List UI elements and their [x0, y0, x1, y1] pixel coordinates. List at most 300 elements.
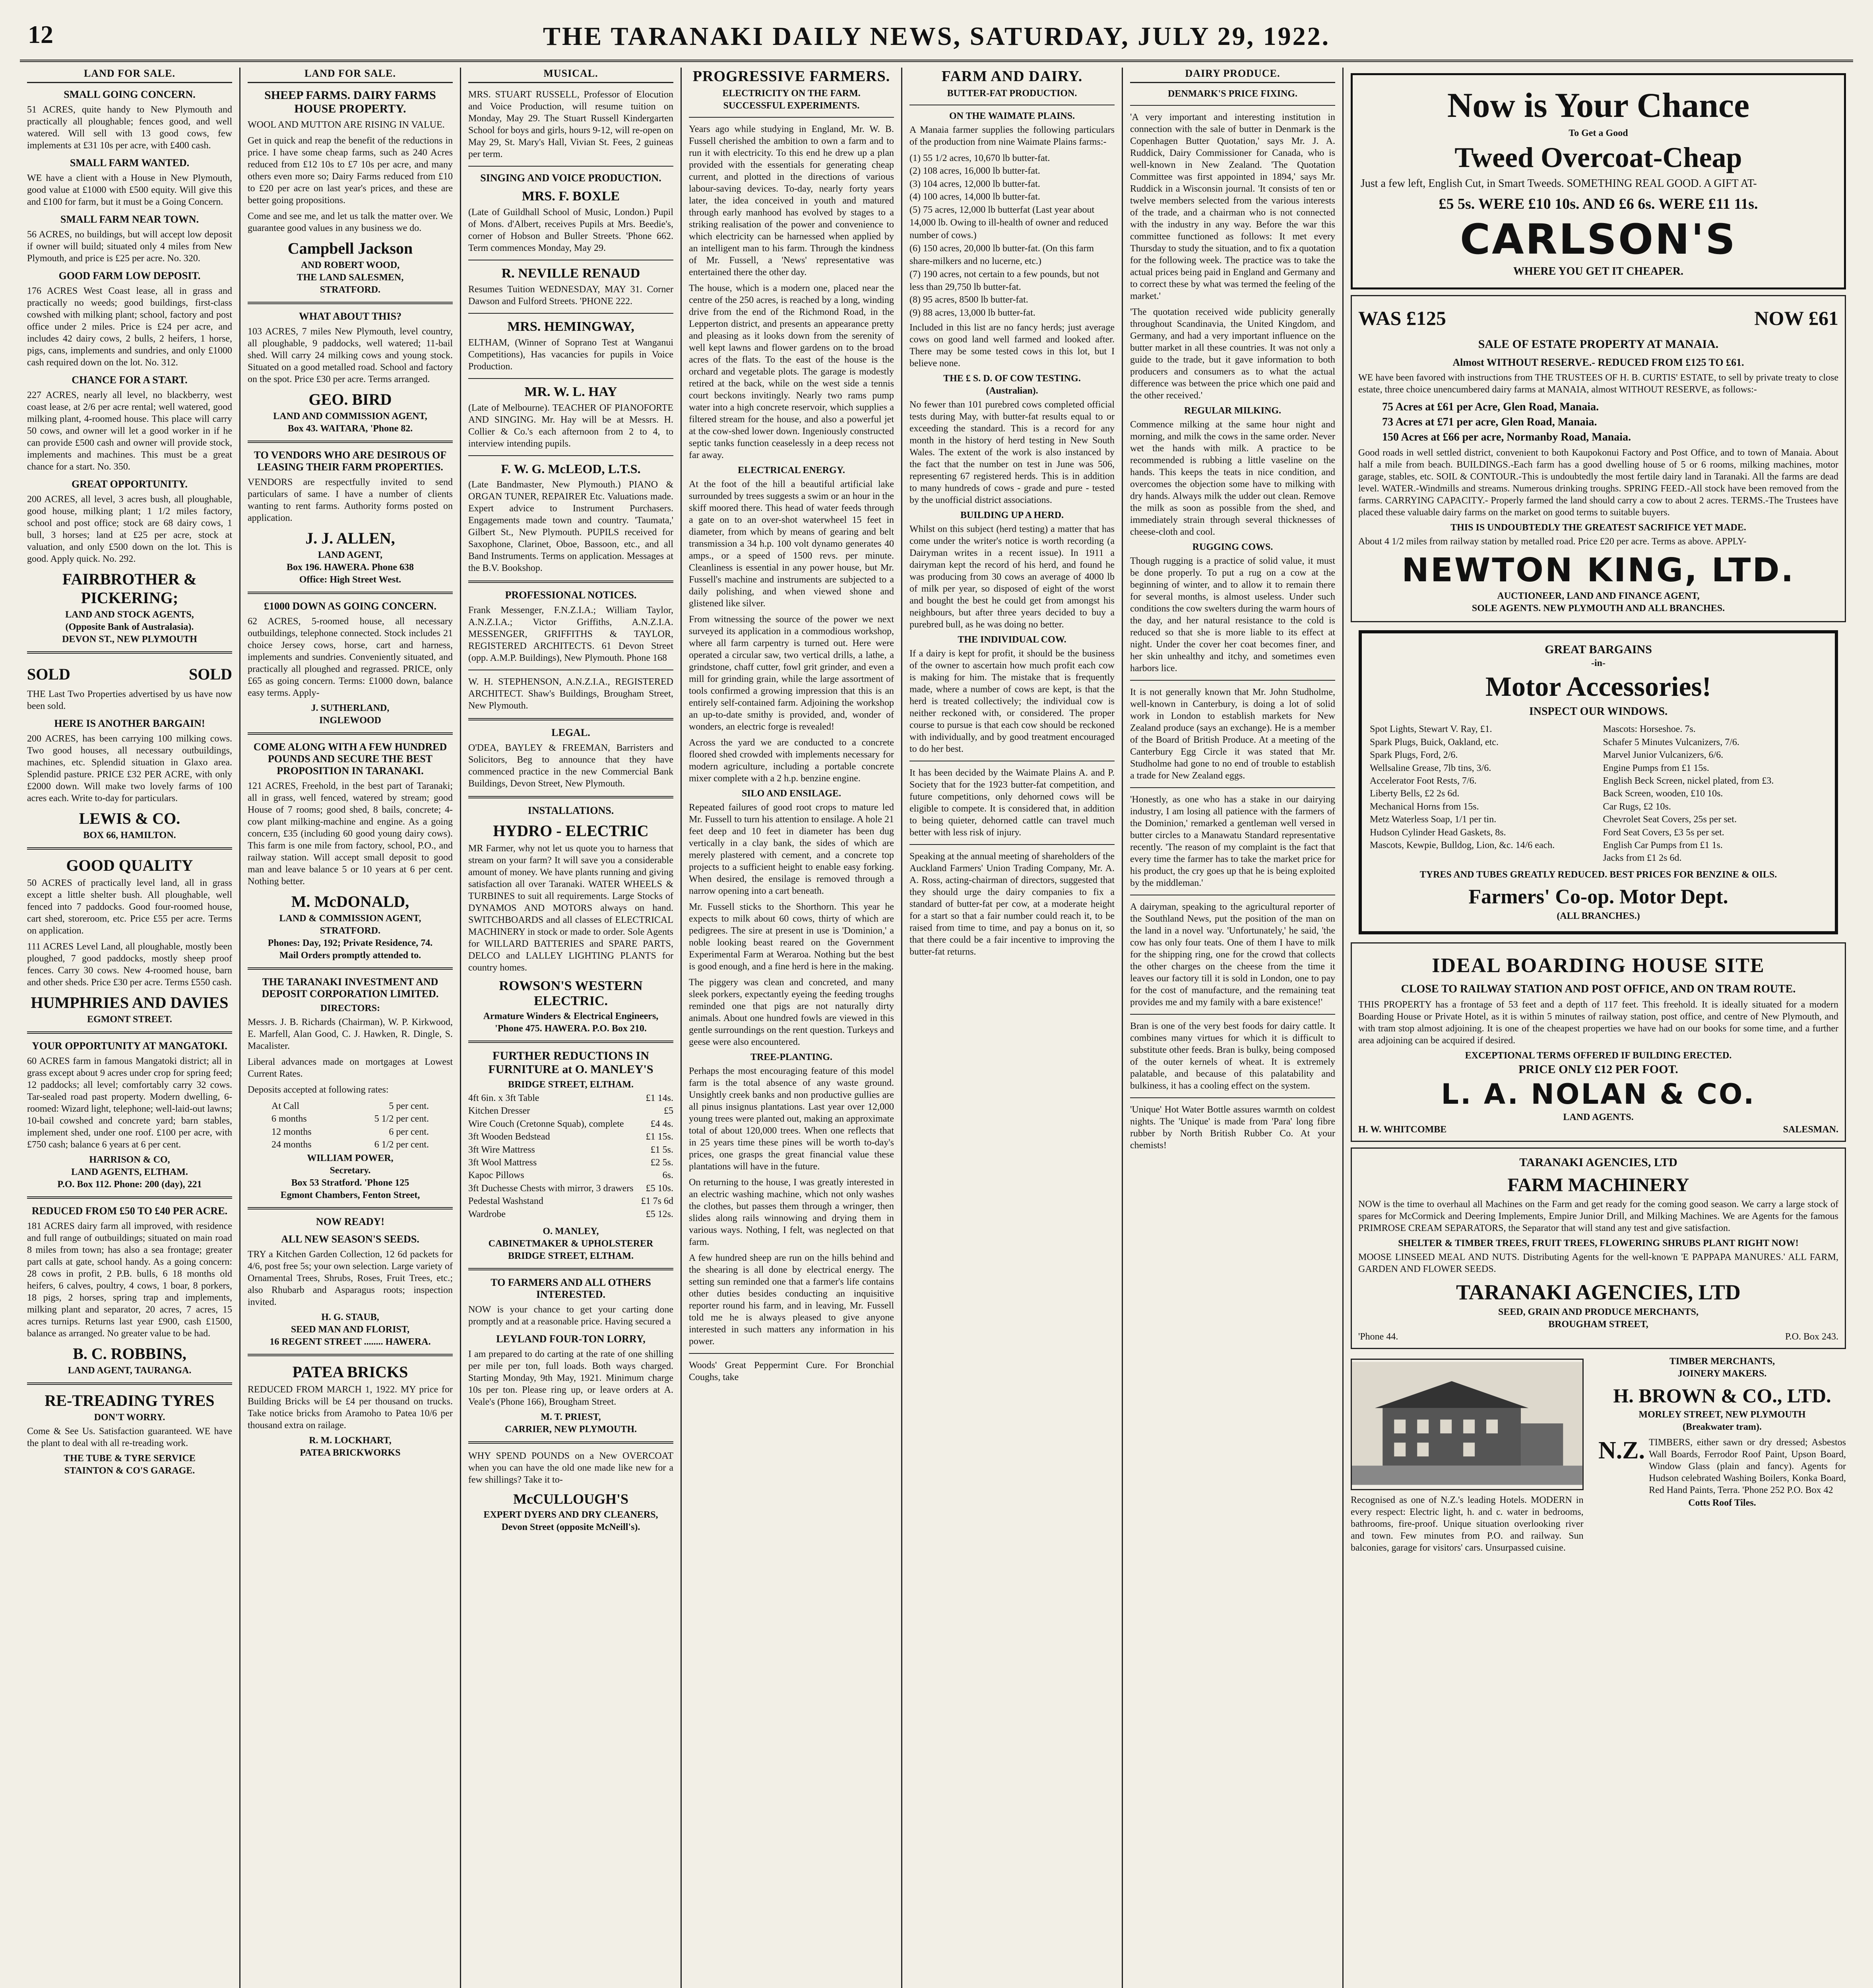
rate-row [271, 1112, 429, 1125]
company-line: AUCTIONEER, LAND AND FINANCE AGENT, [1497, 591, 1700, 602]
ad-text: About 4 1/2 miles from railway station by metalled road. Price £20 per acre. Terms as above. APPLY- [1358, 536, 1747, 547]
article-paragraph: Commence milking at the same hour night and morning, and milk the cows in the same order. Never wet the hands with milk. A practice to be recommended is rubbing a little vaseline on the hands. This keeps the teats in nice condition, and overcomes the objection some have to milking with dry hands. Always milk the udder out clean. Remove the milk as soon as possible from the shed, and immediately strain through several thicknesses of cheese-cloth and cool. [1130, 419, 1335, 537]
was-price: WAS £125 [1358, 307, 1446, 329]
article-paragraph: 'The quotation received wide publicity generally throughout Scandinavia, the United Kingdom, and Germany, and had a very important influence on the butter market in all these countries. It was not only a guide to the trade, but it gave information to both producers and consumers as to what the actual difference was between the price which one paid and the other received.' [1130, 307, 1335, 401]
agent-line: INGLEWOOD [319, 715, 382, 726]
list-item: Car Rugs, £2 10s. [1603, 801, 1671, 812]
ad-subtitle: DON'T WORRY. [94, 1412, 165, 1423]
ad-text: 200 ACRES, all level, 3 acres bush, all ploughable, good house, milking plant; 1 1/2 miles factory, school and post office; stock are 68 dairy cows, 1 bull, 3 horses; land at £25 per acre, stock at valuation, and only £500 down on the lot. This is good. Apply quick. No. 292. [27, 494, 232, 564]
newton-king-logo: NEWTON KING, LTD. [1402, 551, 1795, 590]
column-header: DAIRY PRODUCE. [1130, 68, 1335, 83]
company-line: MORLEY STREET, NEW PLYMOUTH [1638, 1409, 1806, 1420]
list-item: (8) 95 acres, 8500 lb butter-fat. [909, 295, 1028, 305]
ad-text: Frank Messenger, F.N.Z.I.A.; William Taylor, A.N.Z.I.A.; Victor Griffiths, A.N.Z.I.A. MESSENGER, GRIFFITHS & TAYLOR, REGISTERED ARCHITECTS. 61 Devon Street (opp. A.M.P. Buildings), New Plymouth. Phone 168 [468, 605, 673, 663]
ad-subtitle: CLOSE TO RAILWAY STATION AND POST OFFICE, AND ON TRAM ROUTE. [1401, 982, 1796, 995]
article-subhead: REGULAR MILKING. [1184, 406, 1282, 416]
ad-highlight: SHELTER & TIMBER TREES, FRUIT TREES, FLOWERING SHRUBS PLANT RIGHT NOW! [1398, 1238, 1799, 1248]
list-item [468, 1195, 673, 1208]
ad-subtitle: INSPECT OUR WINDOWS. [1529, 705, 1668, 718]
company-name: McCULLOUGH'S [513, 1491, 628, 1507]
secretary-name: WILLIAM POWER, [307, 1153, 394, 1163]
company-name: O. MANLEY, [543, 1226, 599, 1237]
agent-line: 16 REGENT STREET ........ HAWERA. [270, 1336, 431, 1347]
item-price: £1 14s. [646, 1093, 673, 1103]
agent-name: HARRISON & CO, [89, 1155, 170, 1165]
ad-title: FURTHER REDUCTIONS IN FURNITURE at O. MANLEY'S [488, 1049, 653, 1076]
list-item: Hudson Cylinder Head Gaskets, 8s. [1370, 827, 1506, 838]
ad-text: Come and see me, and let us talk the matter over. We guarantee good values in any business we do. [248, 211, 453, 233]
price-banner [1358, 302, 1838, 332]
ad-text: Liberal advances made on mortgages at Lowest Current Rates. [248, 1057, 453, 1079]
ad-title: LEYLAND FOUR-TON LORRY, [496, 1333, 646, 1345]
company-line: (Breakwater tram). [1682, 1421, 1762, 1432]
ad-text: MOOSE LINSEED MEAL AND NUTS. Distributing Agents for the well-known 'E PAPPAPA MANURES.' ALL FARM, GARDEN AND FLOWER SEEDS. [1358, 1252, 1838, 1274]
article-paragraph: Bran is one of the very best foods for dairy cattle. It combines many virtues for which it is difficult to substitute other feeds. Bran is bulky, being composed of the outer kernels of wheat. It is extremely palatable, and because of this palatability and bulkiness, it has a cooling effect on the system. [1130, 1021, 1335, 1091]
accessory-list-left [1370, 723, 1594, 864]
rate-value: 5 1/2 per cent. [374, 1114, 429, 1124]
ad-headline: Motor Accessories! [1485, 672, 1712, 703]
ad-subtitle: Almost WITHOUT RESERVE.- REDUCED FROM £125 TO £61. [1452, 357, 1744, 368]
article-paragraph: On returning to the house, I was greatly interested in an electric washing machine, which not only washes the clothes, but passes them through a wringer, then slides along rails winnowing and drying them in various ways. Nothing, I felt, was neglected on that farm. [689, 1177, 894, 1247]
company-line: TIMBER MERCHANTS, [1669, 1356, 1775, 1367]
hotel-illustration [1351, 1359, 1584, 1490]
ad-text: 62 ACRES, 5-roomed house, all necessary outbuildings, telephone connected. Stock includes 21 choice Jersey cows, horse, cart and harness, implements and sundries. Conveniently situated, and practically all ploughed and regrassed. PRICE, only £65 as going concern. Terms: £1000 down, balance easy terms. Apply- [248, 616, 453, 698]
section-title: INSTALLATIONS. [527, 805, 614, 816]
newspaper-title: THE TARANAKI DAILY NEWS, SATURDAY, JULY 29, 1922. [543, 22, 1330, 51]
list-item: Metz Waterless Soap, 1/1 per tin. [1370, 814, 1497, 825]
ad-item: Tweed Overcoat-Cheap [1454, 142, 1742, 173]
article-paragraph: Though rugging is a practice of solid value, it must be done properly. To put a rug on a cow at the beginning of winter, and to allow it to remain there for several months, is almost useless. Under such conditions the cow swelters during the warm hours of the day, and her natural resistance to the cold is reduced so that she is more liable to its effect at night. Under the cover her coat becomes finer, and her skin unhealthy and itchy, and sometimes even harbors lice. [1130, 556, 1335, 674]
teacher-name: MRS. HEMINGWAY, [507, 319, 634, 334]
ad-title: £1000 DOWN AS GOING CONCERN. [264, 600, 437, 612]
agent-name: H. G. STAUB, [321, 1312, 379, 1322]
agent-name: Campbell Jackson [287, 239, 413, 257]
article-paragraph: Speaking at the annual meeting of shareholders of the Auckland Farmers' Union Trading Company, Mr. A. A. Ross, acting-chairman of directors, suggested that they should urge the dairy companies to fix a standard of butter-fat per cow, at a moderate height for a start so that a fair number could reach it, to be raised from time to time, and pay a bonus on it, so that there could be a fair incentive to improving the butter-fat returns. [909, 851, 1115, 957]
ad-title: SINGING AND VOICE PRODUCTION. [480, 172, 661, 184]
rate-term: At Call [271, 1101, 299, 1111]
ad-text: TIMBERS, either sawn or dry dressed; Asbestos Wall Boards, Ferrodor Roof Paint, Upson Board, Window Glass (plain and fancy). Agents for Hudson celebrated Washing Boilers, Konka Board, Red Hand Paints, Terra. 'Phone 252 P.O. Box 42 [1649, 1437, 1846, 1495]
ad-text: 121 ACRES, Freehold, in the best part of Taranaki; all in grass, well fenced, watered by stream; good House of 7 rooms; good shed, 8 bails, concrete; 4-cow plant milking-machine and engine. As a going concern, £35 (including 60 good young dairy cows). This farm is one mile from factory, school, P.O., and railway station. Will accept small deposit to good man and leave balance 5 or 10 years at 6 per cent. Nothing better. [248, 781, 453, 887]
ad-headline: FARM MACHINERY [1507, 1174, 1689, 1196]
agent-line: SEED MAN AND FLORIST, [291, 1324, 410, 1335]
item-price: £5 12s. [646, 1209, 673, 1219]
directors-label: DIRECTORS: [320, 1003, 380, 1013]
secretary-box: Box 53 Stratford. 'Phone 125 [291, 1177, 409, 1188]
article-paragraph: Perhaps the most encouraging feature of this model farm is the total absence of any waste ground. Unsightly creek banks and non productive gullies are all pinus insignus plantations. Last year over 12,000 young trees were planted out, making an approximate total of about 120,000 trees. When one reflects that in 25 years time these pines will be worth to-day's prices, one grasps the great financial value these plantations will have in the future. [689, 1066, 894, 1172]
agent-line: LAND AGENT, TAURANGA. [68, 1365, 192, 1376]
company-line: SEED, GRAIN AND PRODUCE MERCHANTS, [1498, 1307, 1699, 1317]
item-name: Kapoc Pillows [468, 1170, 524, 1181]
item-price: £1 15s. [646, 1132, 673, 1142]
ad-text: THIS PROPERTY has a frontage of 53 feet and a depth of 117 feet. This freehold. It is ideally situated for a modern Boarding House or Private Hotel, as it is within 5 minutes of railway station, post office, and centre of New Plymouth, and with tram stop almost adjoining. It is one of the cheapest properties we have had on our books for some time, and a further area adjoining can be acquired if desired. [1358, 999, 1838, 1046]
article-subtitle: ELECTRICITY ON THE FARM. [722, 88, 861, 99]
lot-item: 73 Acres at £71 per acre, Glen Road, Manaia. [1382, 415, 1597, 428]
item-price: £4 4s. [650, 1118, 673, 1129]
agent-line: STRATFORD. [320, 285, 381, 295]
secretary-address: Egmont Chambers, Fenton Street, [280, 1190, 420, 1200]
item-price: £1 5s. [650, 1144, 673, 1155]
article-paragraph: 'A very important and interesting institution in connection with the sale of butter in Denmark is the Copenhagen Butter Quotation,' says Mr. J. A. Ruddick, Dairy Commissioner for Canada, who is well-known in New Zealand. 'The Quotation Committee was first appointed in 1894,' says Mr. Ruddick in a Wisconsin journal. 'It consists of ten or twelve members selected from the various interests of the trade, and a chairman who is not connected with the industry in any way. Before the war this committee functioned as follows: It met every Thursday to study the situation, and to fix a quotation for the following week. The practice was to take the actual prices being paid in England and Germany and to correct these by what was termed the feeling of the market.' [1130, 112, 1335, 301]
section-title: PROFESSIONAL NOTICES. [505, 589, 637, 601]
list-item: (9) 88 acres, 13,000 lb butter-fat. [909, 307, 1035, 318]
ad-footer: THE TUBE & TYRE SERVICE [64, 1453, 196, 1464]
article-paragraph: Mr. Fussell sticks to the Shorthorn. This year he expects to milk about 60 cows, thirty of which are pedigrees. The sire at present in use is 'Dominion,' a noble looking beast reared on the Government Experimental Farm at Weraroa. Nothing but the best is good enough, and a fine herd is here in the making. [689, 902, 894, 972]
teacher-name: R. NEVILLE RENAUD [501, 266, 640, 281]
ad-text: MR Farmer, why not let us quote you to harness that stream on your farm? It will save you a considerable amount of money. We have plants running and giving satisfaction all over Taranaki. WATER WHEELS & TURBINES to suit all requirements. Large Stocks of DYNAMOS AND MOTORS always on hand. SWITCHBOARDS and all classes of ELECTRICAL MACHINERY in stock or made to order. Sole Agents for WILLARD BATTERIES and SPARE PARTS, DELCO and LALLEY LIGHTING PLANTS for country homes. [468, 843, 673, 973]
article-paragraph: A Manaia farmer supplies the following particulars of the production from nine Waimate Plains farms:- [909, 125, 1115, 147]
ad-title: SMALL FARM WANTED. [70, 157, 190, 169]
agent-line: LAND & COMMISSION AGENT, [279, 913, 421, 924]
article-subhead: TREE-PLANTING. [750, 1052, 833, 1062]
list-item [468, 1105, 673, 1117]
agent-line: EGMONT STREET. [87, 1014, 172, 1025]
company-name: TARANAKI AGENCIES, LTD [1456, 1280, 1741, 1304]
agent-name: J. SUTHERLAND, [311, 703, 390, 713]
article-paragraph: The piggery was clean and concreted, and many sleek porkers, expectantly eyeing the feeding troughs reminded one that pigs are not naturally dirty animals. About one hundred fowls are viewed in this gentle surroundings on the rent question. Turkeys and geese were also encountered. [689, 977, 894, 1047]
contact-line [1358, 1332, 1838, 1342]
company-name: H. BROWN & CO., LTD. [1613, 1384, 1831, 1407]
agent-name: GEO. BIRD [308, 390, 392, 408]
column-land-for-sale-2 [240, 68, 461, 1988]
company-line: BROUGHAM STREET, [1548, 1319, 1648, 1330]
rate-term: 6 months [271, 1114, 307, 1124]
ad-text: 200 ACRES, has been carrying 100 milking cows. Two good houses, all necessary outbuildings, machines, etc. Splendid situation in Glaxo area. Splendid pasture. PRICE £32 PER ACRE, with only £2000 down. Will make two lovely farms of 100 acres each. Write to-day for particulars. [27, 734, 232, 804]
ad-text: (Late of Melbourne). TEACHER OF PIANOFORTE AND SINGING. Mr. Hay will be at Messrs. H. Collier & Co.'s each afternoon from 2 to 4, to interview intending pupils. [468, 403, 673, 449]
carlson-logo: CARLSON'S [1460, 215, 1737, 264]
ad-text: 60 ACRES farm in famous Mangatoki district; all in grass except about 9 acres under crop for spring feed; 12 paddocks; all level; comfortably carry 32 cows. Tar-sealed road past property. Modern dwelling, 6-roomed: Wizard light, telephone; well-laid-out lawns; 10-bail cowshed and concrete yard; barn stables, implement shed, under one roof. £100 per acre, with £750 cash; balance 6 years at 6 per cent. [27, 1056, 232, 1150]
motor-accessories-ad [1359, 630, 1838, 934]
list-item: (2) 108 acres, 16,000 lb butter-fat. [909, 166, 1040, 177]
rate-value: 6 per cent. [389, 1126, 429, 1137]
page-number: 12 [28, 20, 53, 49]
ad-text: 111 ACRES Level Land, all ploughable, mostly been ploughed, 7 good paddocks, mostly sheep proof fences. Carry 30 cows. New 4-roomed house, barn and other sheds. Price £30 per acre. Terms £550 cash. [27, 942, 232, 988]
salesman-line [1358, 1124, 1838, 1135]
nz-label: N.Z. [1598, 1437, 1645, 1464]
agent-name: J. J. ALLEN, [305, 529, 395, 547]
ad-subtitle: BRIDGE STREET, ELTHAM. [508, 1079, 634, 1090]
ad-headline: RE-TREADING TYRES [45, 1392, 215, 1409]
company-line: SOLE AGENTS. NEW PLYMOUTH AND ALL BRANCHES. [1472, 603, 1725, 614]
agent-line: LAND AGENT, [318, 550, 383, 560]
ad-title: SHEEP FARMS. DAIRY FARMS HOUSE PROPERTY. [264, 89, 436, 115]
ad-text: W. H. STEPHENSON, A.N.Z.I.A., REGISTERED ARCHITECT. Shaw's Buildings, Brougham Street, New Plymouth. [468, 677, 673, 711]
list-item [468, 1169, 673, 1182]
accessory-list-right [1603, 723, 1827, 864]
agent-line: Mail Orders promptly attended to. [279, 950, 421, 961]
rate-row [271, 1138, 429, 1151]
item-name: Wire Couch (Cretonne Squab), complete [468, 1118, 624, 1129]
ad-text: 103 ACRES, 7 miles New Plymouth, level country, all ploughable, 9 paddocks, well watered; 11-bail shed. Will carry 24 milking cows and young stock. Situated on a good metalled road. School and factory on the spot. Price £30 per acre. Terms arranged. [248, 326, 453, 384]
agent-line: STRATFORD. [320, 926, 381, 936]
column-header: LAND FOR SALE. [27, 68, 232, 83]
item-price: £5 10s. [646, 1183, 673, 1194]
column-progressive-farmers [682, 68, 902, 1988]
carlson-ad [1351, 73, 1846, 289]
article-paragraph: Whilst on this subject (herd testing) a matter that has come under the writer's notice is worth recording (a Dairyman writes in a recent issue). In 1911 a dairyman kept the record of his herd, and found he was producing from 30 cows an average of 4000 lb of milk per year, so disposed of eight of the worst and bought the best he could get from amongst his neighbours, but after three years decided to buy a purebred bull, as he was doing no better. [909, 524, 1115, 630]
list-item: Schafer 5 Minutes Vulcanizers, 7/6. [1603, 737, 1739, 747]
list-item: Mascots: Horseshoe. 7s. [1603, 724, 1696, 735]
column-land-for-sale-1 [20, 68, 240, 1988]
list-item: Accelerator Foot Rests, 7/6. [1370, 775, 1477, 786]
item-name: Kitchen Dresser [468, 1106, 530, 1116]
company-line: Devon Street (opposite McNeill's). [501, 1522, 640, 1532]
article-paragraph: At the foot of the hill a beautiful artificial lake surrounded by trees suggests a swim or an hour in the skiff moored there. This head of water feeds through a gate on to an over-shot waterwheel 15 feet in diameter, from which by means of gearing and belt transmission a 34 h.p. 100 volt dynamo generates 40 amps., or a speed of 1500 revs. per minute. Cleanliness is essential in any power house, but Mr. Fussell's machine and instruments are subjected to a daily polishing, and when viewed shone and glistened like silver. [689, 479, 894, 609]
agent-line: LAND AND COMMISSION AGENT, [273, 411, 427, 421]
now-price: NOW £61 [1754, 307, 1838, 329]
ad-subtitle: To Get a Good [1569, 128, 1628, 138]
rate-term: 12 months [271, 1126, 312, 1137]
ad-text: (Late Bandmaster, New Plymouth.) PIANO & ORGAN TUNER, REPAIRER Etc. Valuations made. Expert advice to Instrument Purchasers. Engagements made town and country. 'Taumata,' Gilbert St., New Plymouth. PUPILS received for Saxophone, Clarinet, Oboe, Bassoon, etc., and all Band Instruments. Terms on application. Messages at the B.V. Bookshop. [468, 480, 673, 573]
list-item [468, 1182, 673, 1195]
company-line: CABINETMAKER & UPHOLSTERER [488, 1238, 653, 1249]
column-header: LAND FOR SALE. [248, 68, 453, 83]
ad-title: NOW READY! [316, 1215, 385, 1227]
article-title: DENMARK'S PRICE FIXING. [1167, 89, 1297, 99]
article-paragraph: It is not generally known that Mr. John Studholme, well-known in Canterbury, is doing a lot of solid work in London to establish markets for New Zealand produce (says an exchange). He is a member of the Board of British Produce. At a meeting of the Canterbury Egg Circle it was stated that Mr. Studholme had gone to no end of trouble to establish a trade for New Zealand eggs. [1130, 687, 1335, 781]
rate-value: 6 1/2 per cent. [374, 1140, 429, 1150]
agent-line: BOX 66, HAMILTON. [83, 830, 176, 841]
company-name: TARANAKI AGENCIES, LTD [1519, 1155, 1677, 1169]
article-subhead: ON THE WAIMATE PLAINS. [949, 111, 1075, 121]
article-subtitle: SUCCESSFUL EXPERIMENTS. [723, 101, 860, 111]
ad-text: Come & See Us. Satisfaction guaranteed. WE have the plant to deal with all re-treading work. [27, 1426, 232, 1448]
item-name: 3ft Wool Mattress [468, 1157, 537, 1168]
article-paragraph: If a dairy is kept for profit, it should be the business of the owner to ascertain how much profit each cow is making for him. The mistake that is frequently made, where a number of cows are kept, is that the herd is treated collectively; the individual cow is neither reckoned with, or considered. The proper course to pursue is that each cow should be reckoned with individually, and by good treatment encouraged to do her best. [909, 648, 1115, 755]
h-brown-ad [1598, 1355, 1846, 1558]
taranaki-agencies-ad [1351, 1147, 1846, 1349]
ad-text: Recognised as one of N.Z.'s leading Hotels. MODERN in every respect: Electric light, h. and c. water in bedrooms, bathrooms, fire-proof. Unique situation overlooking river and town. Few minutes from P.O. and railway. Sun balconies, garage for visitors' cars. Unsurpassed cuisine. [1351, 1495, 1584, 1553]
salesman-name: H. W. WHITCOMBE [1358, 1124, 1447, 1135]
ad-text: WHY SPEND POUNDS on a New OVERCOAT when you can have the old one made like new for a few shillings? Take it to- [468, 1450, 673, 1485]
ad-text: Resumes Tuition WEDNESDAY, MAY 31. Corner Dawson and Fulford Streets. 'PHONE 222. [468, 284, 673, 307]
ad-text: 176 ACRES West Coast lease, all in grass and practically no weeds; good buildings, first-class cowshed with milking plant; school, factory and post office under 2 miles. Price is £24 per acre, and includes 42 dairy cows, 2 bulls, 2 heifers, 1 horse, pigs, cans, implements and sundries, and only £1000 cash required down on the lot. No. 312. [27, 286, 232, 368]
columns [20, 68, 1853, 1988]
hotel-engraving [1352, 1360, 1582, 1487]
ad-footer: Cotts Roof Tiles. [1688, 1497, 1756, 1508]
article-paragraph: Repeated failures of good root crops to mature led Mr. Fussell to turn his attention to ensilage. A hole 21 feet deep and 10 feet in diameter has been dug vertically in a clay bank, the sides of which are merely plastered with cement, and a concrete top projects to a sufficient height to enable easy forking. When desired, the ensilage is removed through a narrow opening into a cart beneath. [689, 802, 894, 896]
ad-headline: Now is Your Chance [1447, 86, 1750, 125]
item-price: 6s. [662, 1170, 673, 1181]
teacher-name: MR. W. L. HAY [524, 384, 617, 399]
company-line: 'Phone 475. HAWERA. P.O. Box 210. [495, 1023, 647, 1034]
ad-text: I am prepared to do carting at the rate of one shilling per mile per ton, full loads. Both ways charged. Starting Monday, 9th May, 1921. Minimum charge 10s per ton. Please ring up, or leave orders at A. Veale's (Phone 166), Brougham Street. [468, 1349, 673, 1407]
nz-timber-block [1598, 1437, 1846, 1496]
article-title: FARM AND DAIRY. [941, 68, 1083, 85]
column-header: MUSICAL. [468, 68, 673, 83]
agent-line: Office: High Street West. [299, 575, 401, 585]
item-name: Pedestal Washstand [468, 1196, 543, 1207]
rates-table [248, 1100, 453, 1151]
ad-text: 'Unique' Hot Water Bottle assures warmth on coldest nights. The 'Unique' is made from 'Para' long fibre rubber by North British Rubber Co. At your chemists! [1130, 1105, 1335, 1151]
boarding-house-ad [1351, 942, 1846, 1142]
ad-text: 51 ACRES, quite handy to New Plymouth and practically all ploughable; fences good, and well watered. Will sell with 13 good cows, few implements at £31 10s per acre, with £400 cash. [27, 105, 232, 151]
article-paragraph: 'Honestly, as one who has a stake in our dairying industry, I am losing all patience with the farmers of the Dominion,' remarked a gentleman well versed in butter circles to a Manawatu Standard representative recently. 'The reason of my complaint is the fact that every time the farmer has to take the market price for his product, the cry goes up that he is being exploited by the middleman.' [1130, 794, 1335, 888]
article-paragraph: No fewer than 101 purebred cows completed official tests during May, with butter-fat results equal to or exceeding the standard. This is a record for any month in the history of herd testing in New South Wales. The extent of the work is also instanced by the fact that the number on test in June was 506, representing 67 registered herds. This is in addition to many hundreds of cows - grade and pure - tested by the unofficial district associations. [909, 400, 1115, 506]
list-item: Spark Plugs, Ford, 2/6. [1370, 750, 1458, 761]
ad-title: SMALL FARM NEAR TOWN. [60, 214, 199, 225]
ad-text: ELTHAM, (Winner of Soprano Test at Wanganui Competitions), Has vacancies for pupils in Voice Production. [468, 338, 673, 372]
article-paragraph: A few hundred sheep are run on the hills behind and the shearing is all done by electrical energy. The setting sun reminded one that a farmer's life contains other duties besides conducting an inquisitive reporter round his farm, and in leaving, Mr. Fussell told me he is always pleased to give anyone interested in such matters any information in his power. [689, 1253, 894, 1347]
list-item: Marvel Junior Vulcanizers, 6/6. [1603, 750, 1724, 761]
ad-title: COME ALONG WITH A FEW HUNDRED POUNDS AND SECURE THE BEST PROPOSITION IN TARANAKI. [253, 741, 447, 777]
secretary-title: Secretary. [330, 1165, 371, 1176]
ad-text: NOW is the time to overhaul all Machines on the Farm and get ready for the coming good season. We carry a large stock of spares for McCormick and Deering Implements, Empire Junior Drill, and Milking Machines. We are Agents for the famous PRIMROSE CREAM SEPARATORS, the Separator that will stand any test and give satisfaction. [1358, 1199, 1838, 1233]
column-musical [461, 68, 682, 1988]
teacher-name: F. W. G. McLEOD, L.T.S. [501, 462, 641, 476]
farm-list [909, 152, 1115, 319]
ad-title: YOUR OPPORTUNITY AT MANGATOKI. [32, 1040, 227, 1052]
lot-list [1358, 400, 1838, 445]
ad-title: THE TARANAKI INVESTMENT AND DEPOSIT CORPORATION LIMITED. [262, 976, 439, 1000]
manaia-ad [1351, 295, 1846, 622]
list-item [468, 1130, 673, 1143]
sold-right: SOLD [189, 665, 232, 683]
masthead [20, 16, 1853, 62]
list-item: Jacks from £1 2s 6d. [1603, 853, 1682, 864]
article-paragraph: Included in this list are no fancy herds; just average cows on good land well farmed and looked after. There may be some tested cows in this lot, but I believe none. [909, 322, 1115, 369]
company-line: EXPERT DYERS AND DRY CLEANERS, [483, 1509, 658, 1520]
item-name: 4ft 6in. x 3ft Table [468, 1093, 539, 1103]
list-item: (4) 100 acres, 14,000 lb butter-fat. [909, 192, 1040, 202]
article-subhead: BUILDING UP A HERD. [960, 510, 1064, 521]
ad-title: TO FARMERS AND ALL OTHERS INTERESTED. [491, 1276, 651, 1300]
ad-text: WE have been favored with instructions from THE TRUSTEES OF H. B. CURTIS' ESTATE, to sell by private treaty to close estate, three choice unencumbered dairy farms at MANAIA, almost WITHOUT RESERVE, as follows:- [1358, 373, 1838, 395]
article-paragraph: It has been decided by the Waimate Plains A. and P. Society that for the 1923 butter-fat competition, and future competitions, only dehorned cows will be eligible to compete. It is considered that, in addition to being quieter, dehorned cattle can travel much better with less risk of injury. [909, 768, 1115, 838]
agent-line: Box 196. HAWERA. Phone 638 [286, 562, 414, 573]
ad-text: VENDORS are respectfully invited to send particulars of same. I have a number of clients wanting to rent farms. Authority forms posted on application. [248, 477, 453, 523]
article-subhead: (Australian). [986, 386, 1038, 396]
company-line: LAND AGENTS. [1563, 1112, 1634, 1122]
ad-price: PRICE ONLY £12 PER FOOT. [1518, 1062, 1678, 1076]
item-price: £1 7s 6d [641, 1196, 673, 1207]
list-item: (1) 55 1/2 acres, 10,670 lb butter-fat. [909, 153, 1050, 163]
teacher-name: MRS. F. BOXLE [522, 189, 620, 204]
company-line: JOINERY MAKERS. [1677, 1368, 1767, 1379]
list-item: (7) 190 acres, not certain to a few pounds, but not less than 29,750 lb butter-fat. [909, 269, 1099, 292]
list-item: English Car Pumps from £1 1s. [1603, 840, 1723, 850]
column-display-ads [1344, 68, 1853, 1988]
article-paragraph: A dairyman, speaking to the agricultural reporter of the Southland News, put the position of the man on the land in a novel way. 'Unfortunately,' he said, 'the cow has only four teats. One of them I have to milk for the shipping ring, one for the crowd that collects the other charges on the cheese from the time it leaves our factory till it is sold in London, one to pay for the cost of manufacture, and the remaining teat provides me and my family with a bare existence!' [1130, 902, 1335, 1008]
ad-text: 56 ACRES, no buildings, but will accept low deposit if owner will build; situated only 4 miles from New Plymouth, and price is £25 per acre. No. 320. [27, 229, 232, 264]
ad-title: SMALL GOING CONCERN. [64, 89, 196, 100]
agent-name: B. C. ROBBINS, [73, 1345, 186, 1363]
rate-row [271, 1126, 429, 1138]
ad-text: NOW is your chance to get your carting done promptly and at a reasonable price. Having secured a [468, 1304, 673, 1327]
agent-line: DEVON ST., NEW PLYMOUTH [62, 634, 197, 645]
lot-item: 150 Acres at £66 per acre, Normanby Road, Manaia. [1382, 431, 1631, 443]
ad-text: Good roads in well settled district, convenient to both Kaupokonui Factory and Post Office, and to town of Manaia. About half a mile from beach. BUILDINGS.-Each farm has a good dwelling house of 5 or 6 rooms, milking machines, motor garage, stables, etc. SOIL & CONTOUR.-This is undoubtedly the most fertile dairy land in Taranaki. All the farms are dead level. WATER.-Windmills and streams. Numerous drinking troughs. SPRING FEED.-All stock have been removed from the farms. CARRYING CAPACITY.- Properly farmed the land should carry a cow to about 2 acres. TERMS.-The Trustees have placed these valuable dairy farms on the market on good terms to suitable buyers. [1358, 448, 1838, 518]
ad-headline: IDEAL BOARDING HOUSE SITE [1432, 954, 1765, 977]
ad-highlight: EXCEPTIONAL TERMS OFFERED IF BUILDING ERECTED. [1465, 1050, 1732, 1061]
article-paragraph: Years ago while studying in England, Mr. W. B. Fussell cherished the ambition to own a farm and to run it with electricity. To this end he drew up a plan provided with the essentials for generating cheap current, and plotted in the directions of various labour-saving devices. To-day, nearly forty years later, the idea conceived in youth and matured through early manhood has evolved by stages to a striking realisation of the power and convenience to which electricity can be harnessed when applied by an intelligent man to his farm. Through the kindness of Mr. Fussell, a 'News' representative was entertained there the other day. [689, 124, 894, 278]
sold-left: SOLD [27, 665, 70, 683]
agent-name: R. M. LOCKHART, [309, 1435, 392, 1446]
section-title: LEGAL. [551, 727, 590, 738]
ad-headline: GOOD QUALITY [66, 856, 193, 874]
item-name: Wardrobe [468, 1209, 506, 1219]
sold-banner [27, 660, 232, 686]
column-farm-and-dairy [902, 68, 1123, 1988]
item-name: 3ft Wooden Bedstead [468, 1132, 550, 1142]
agent-line: LAND AND STOCK AGENTS, [65, 610, 194, 620]
article-subtitle: BUTTER-FAT PRODUCTION. [947, 88, 1077, 99]
accessory-lists [1370, 723, 1827, 864]
ad-title: SALE OF ESTATE PROPERTY AT MANAIA. [1478, 338, 1719, 351]
company-name: Farmers' Co-op. Motor Dept. [1468, 885, 1728, 908]
ad-text: O'DEA, BAYLEY & FREEMAN, Barristers and Solicitors, Beg to announce that they have commenced practice in the new Commercial Bank Buildings, Devon Street, New Plymouth. [468, 743, 673, 789]
article-paragraph: The house, which is a modern one, placed near the centre of the 250 acres, is reached by a long, winding drive from the end of the Richmond Road, in the Lepperton district, and presents an appearance pretty and pleasing as it looks down from the serenity of well kept lawns and flower gardens on to the broad acres of the flats. To the east of the house is the orchard and vegetable plots. The garage is modestly retired at the back, while on the west side a tennis court beckons invitingly. Nearly two rams pump water into a high concrete reservoir, which supplies a filtered stream for the house, and also a powerful jet at the cow-shed lower down. Ingeniously constructed septic tanks function ceaselessly in a deep recess not far away. [689, 283, 894, 460]
list-item: Mechanical Horns from 15s. [1370, 801, 1479, 812]
list-item: Mascots, Kewpie, Bulldog, Lion, &c. 14/6 each. [1370, 840, 1555, 850]
ad-title: REDUCED FROM £50 TO £40 PER ACRE. [31, 1205, 228, 1217]
ad-text: 181 ACRES dairy farm all improved, with residence and full range of outbuildings; situated on main road 8 miles from town; has also a sea frontage; greater part calls at gate, school handy. As a going concern: 28 cows in profit, 2 P.B. bulls, 6 18 months old heifers, 6 calves, poultry, 4 cows, 1 boar, 8 porkers, 18 pigs, 2 horses, spring trap and implements, milking plant and separator, 20 acres, 7 acres, 15 acres turnips. Returns last year £900, cash £1500, balance as arranged. No greater value to be had. [27, 1221, 232, 1339]
ad-text: (Late of Guildhall School of Music, London.) Pupil of Mons. d'Albert, receives Pupils at Mrs. Beedie's, corner of Hobson and Buller Streets. 'Phone 662. Term commences Monday, May 29. [468, 207, 673, 253]
list-item: Ford Seat Covers, £3 5s per set. [1603, 827, 1724, 838]
article-title: PROGRESSIVE FARMERS. [692, 68, 890, 85]
ad-text: REDUCED FROM MARCH 1, 1922. MY price for Building Bricks will be £4 per thousand on trucks. Take notice bricks from Aramoho to Patea 10/6 per thousand extra on railage. [248, 1384, 453, 1431]
agent-line: PATEA BRICKWORKS [300, 1447, 401, 1458]
ad-subtitle: ALL NEW SEASON'S SEEDS. [281, 1233, 419, 1245]
ad-text: Just a few left, English Cut, in Smart Tweeds. SOMETHING REAL GOOD. A GIFT AT- [1361, 177, 1757, 190]
list-item: Engine Pumps from £1 15s. [1603, 763, 1709, 773]
item-price: £5 [664, 1106, 673, 1116]
agent-name: HUMPHRIES AND DAVIES [31, 994, 229, 1011]
agent-name: FAIRBROTHER & PICKERING; [62, 570, 197, 607]
item-name: 3ft Wire Mattress [468, 1144, 535, 1155]
ad-text: Deposits accepted at following rates: [248, 1085, 389, 1095]
ad-title: GOOD FARM LOW DEPOSIT. [58, 270, 201, 282]
agent-line: Box 43. WAITARA, 'Phone 82. [287, 423, 413, 434]
po-box: P.O. Box 243. [1785, 1331, 1838, 1342]
list-item: (3) 104 acres, 12,000 lb butter-fat. [909, 179, 1040, 189]
item-price: £2 5s. [650, 1157, 673, 1168]
company-name: M. T. PRIEST, [541, 1411, 601, 1422]
list-item: Chevrolet Seat Covers, 25s per set. [1603, 814, 1737, 825]
article-paragraph: Across the yard we are conducted to a concrete floored shed crowded with implements necessary for modern agriculture, including a portable concrete mixer complete with a 2 h.p. benzine engine. [689, 738, 894, 784]
list-item: Wellsaline Grease, 7lb tins, 3/6. [1370, 763, 1491, 773]
ad-kicker: -in- [1591, 658, 1605, 669]
list-item [468, 1143, 673, 1156]
ad-text: Messrs. J. B. Richards (Chairman), W. P. Kirkwood, E. Marfell, Alan Good, C. J. Hawken, R. Dingle, S. Macalister. [248, 1017, 453, 1051]
ad-text: Get in quick and reap the benefit of the reductions in price. I have some cheap farms, such as 240 Acres reduced from £12 10s to £7 10s per acre, and many others even more so; Dairy Farms reduced from £10 to £20 per acre on last year's prices, and these are better going propositions. [248, 136, 453, 206]
ad-title: GREAT OPPORTUNITY. [72, 478, 188, 490]
lot-item: 75 Acres at £61 per Acre, Glen Road, Manaia. [1382, 401, 1599, 413]
phone: 'Phone 44. [1358, 1331, 1398, 1342]
salesman-title: SALESMAN. [1783, 1124, 1838, 1135]
article-subhead: THE INDIVIDUAL COW. [958, 635, 1066, 645]
rate-term: 24 months [271, 1140, 312, 1150]
ad-kicker: GREAT BARGAINS [1545, 643, 1652, 656]
agent-name: LEWIS & CO. [79, 810, 180, 827]
ad-title: WHAT ABOUT THIS? [299, 311, 402, 322]
company-line: CARRIER, NEW PLYMOUTH. [504, 1424, 637, 1435]
nolan-logo: L. A. NOLAN & CO. [1441, 1077, 1756, 1110]
article-subhead: SILO AND ENSILAGE. [741, 788, 841, 799]
company-line: (ALL BRANCHES.) [1557, 911, 1640, 921]
agent-line: AND ROBERT WOOD, [301, 260, 400, 270]
item-name: 3ft Duchesse Chests with mirror, 3 drawers [468, 1183, 634, 1194]
agent-line: Phones: Day, 192; Private Residence, 74. [268, 938, 433, 948]
bottom-ads [1351, 1355, 1846, 1558]
ad-highlight: THIS IS UNDOUBTEDLY THE GREATEST SACRIFICE YET MADE. [1450, 522, 1746, 533]
agent-line: (Opposite Bank of Australasia). [65, 622, 194, 632]
ad-title: HERE IS ANOTHER BARGAIN! [54, 718, 205, 729]
company-line: BRIDGE STREET, ELTHAM. [508, 1250, 634, 1261]
list-item: (6) 150 acres, 20,000 lb butter-fat. (On this farm share-milkers and no lucerne, etc.) [909, 243, 1094, 267]
ad-text: WOOL AND MUTTON ARE RISING IN VALUE. [248, 120, 445, 130]
agent-line: LAND AGENTS, ELTHAM. [71, 1167, 188, 1177]
ad-text: MRS. STUART RUSSELL, Professor of Elocution and Voice Production, will resume tuition on Monday, May 29. The Stuart Russell Kindergarten School for boys and girls, hours 9-12, will re-open on May 29, St. Mary's Hall, Vivian St. Fees, 2 guineas per term. [468, 89, 673, 159]
